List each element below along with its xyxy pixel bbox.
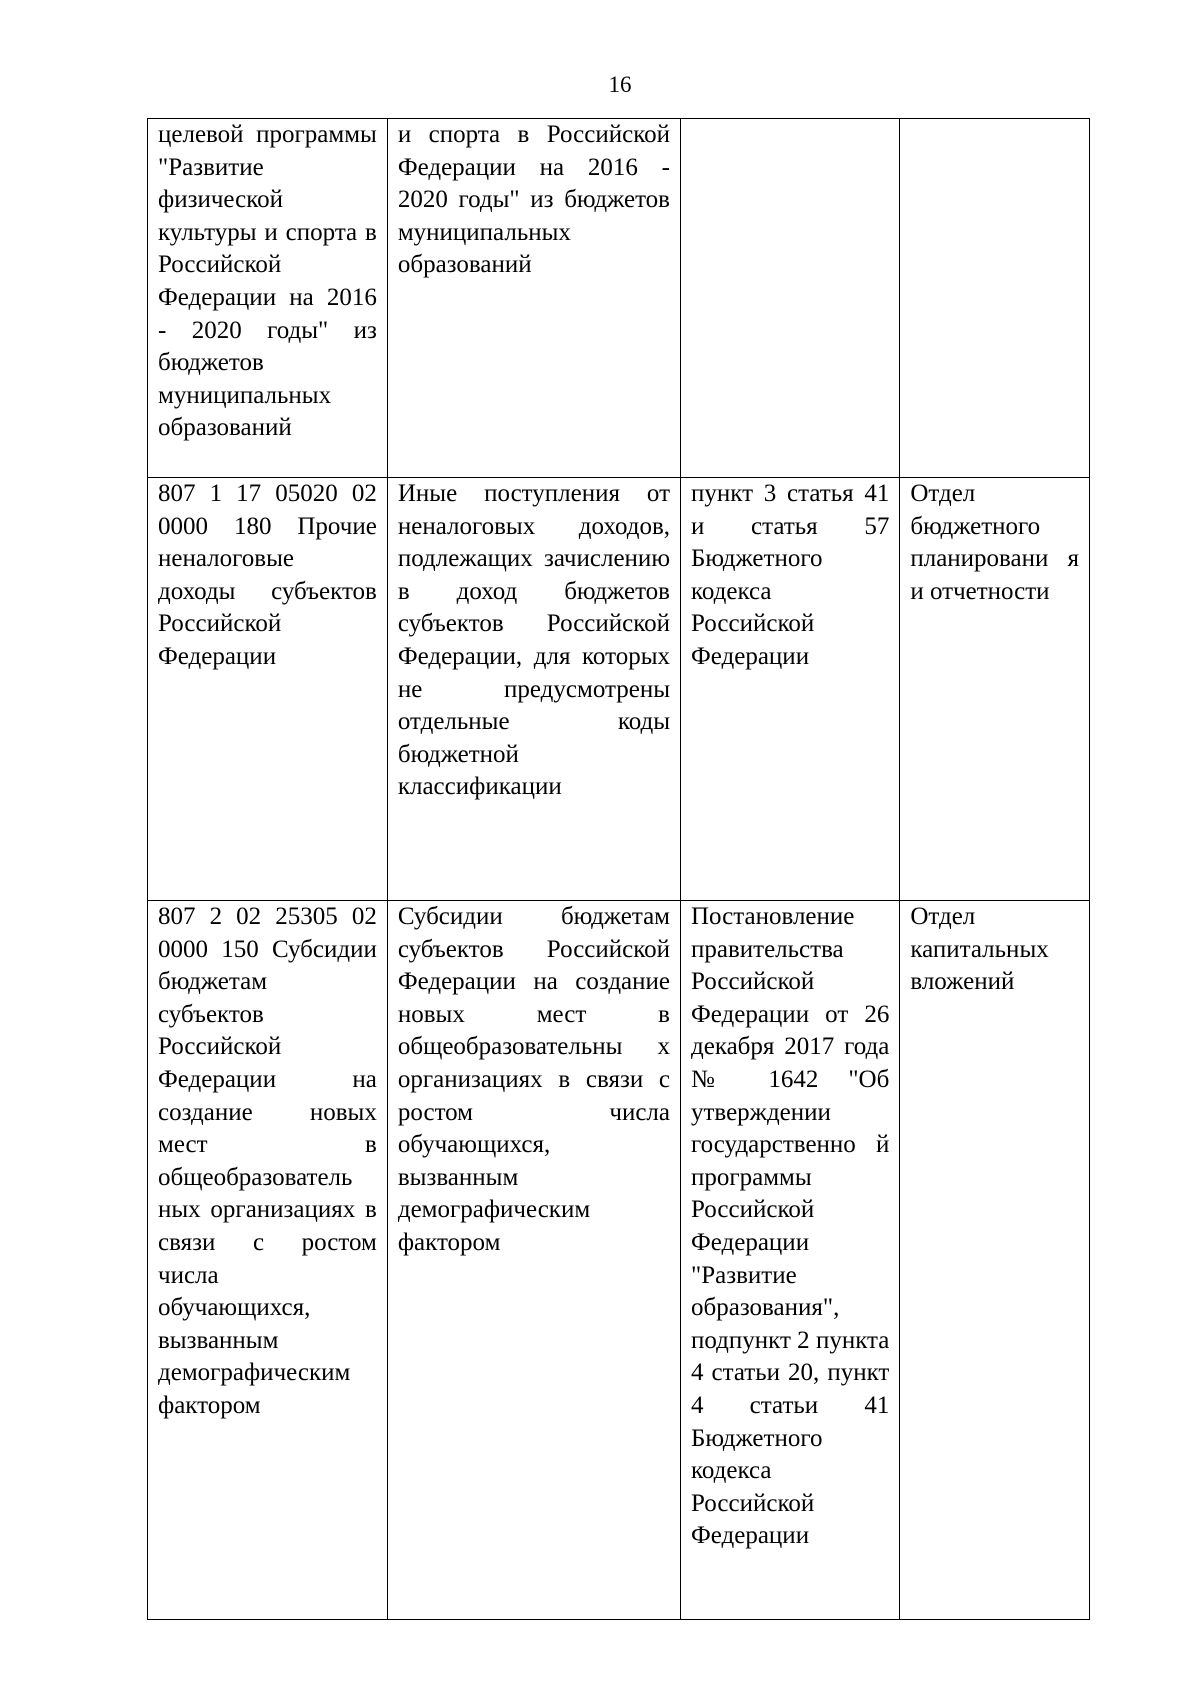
code-and-name-cell xyxy=(148,901,388,1620)
description-text: Субсидии бюджетам субъектов Российской Федерации на создание новых мест в общеобразовательны х организациях в связи с ростом числа обучающихся, вызванным демографическим фактором xyxy=(397,903,670,1256)
description-cell xyxy=(387,119,680,478)
description-cell xyxy=(387,478,680,901)
department-cell xyxy=(900,901,1090,1620)
code-and-name-cell xyxy=(148,478,388,901)
legal-basis-text: пункт 3 статья 41 и статья 57 Бюджетного кодекса Российской Федерации xyxy=(691,480,890,670)
description-text: Иные поступления от неналоговых доходов, подлежащих зачислению в доход бюджетов субъектов Российской Федерации, для которых не предусмотрены отдельные коды бюджетной классификации xyxy=(397,480,670,801)
code-and-name-text: 807 1 17 05020 02 0000 180 Прочие неналоговые доходы субъектов Российской Федерации xyxy=(158,480,377,670)
department-text: Отдел бюджетного планировани я и отчетности xyxy=(910,480,1079,605)
table-row xyxy=(148,478,1090,901)
description-text: и спорта в Российской Федерации на 2016 - 2020 годы" из бюджетов муниципальных образований xyxy=(397,121,670,279)
legal-basis-cell xyxy=(681,119,900,478)
department-cell xyxy=(900,478,1090,901)
department-text: Отдел капитальных вложений xyxy=(910,903,1049,996)
department-cell xyxy=(900,119,1090,478)
legal-basis-text: Постановление правительства Российской Федерации от 26 декабря 2017 года № 1642 "Об утверждении государственно й программы Российской Федерации "Развитие образования", подпункт 2 пункта 4 статьи 20, пункт 4 статьи 41 Бюджетного кодекса Российской Федерации xyxy=(691,903,890,1550)
page-number: 16 xyxy=(608,72,632,97)
description-cell xyxy=(387,901,680,1620)
budget-income-table xyxy=(147,118,1090,1620)
code-and-name-text: 807 2 02 25305 02 0000 150 Субсидии бюджетам субъектов Российской Федерации на создание новых мест в общеобразователь ных организациях в связи с ростом числа обучающихся, вызванным демографическим фактором xyxy=(158,903,377,1419)
code-and-name-cell xyxy=(148,119,388,478)
legal-basis-cell xyxy=(681,901,900,1620)
table-row xyxy=(148,901,1090,1620)
table-row xyxy=(148,119,1090,478)
code-and-name-text: целевой программы "Развитие физической культуры и спорта в Российской Федерации на 2016 - 2020 годы" из бюджетов муниципальных образований xyxy=(158,121,377,442)
legal-basis-cell xyxy=(681,478,900,901)
